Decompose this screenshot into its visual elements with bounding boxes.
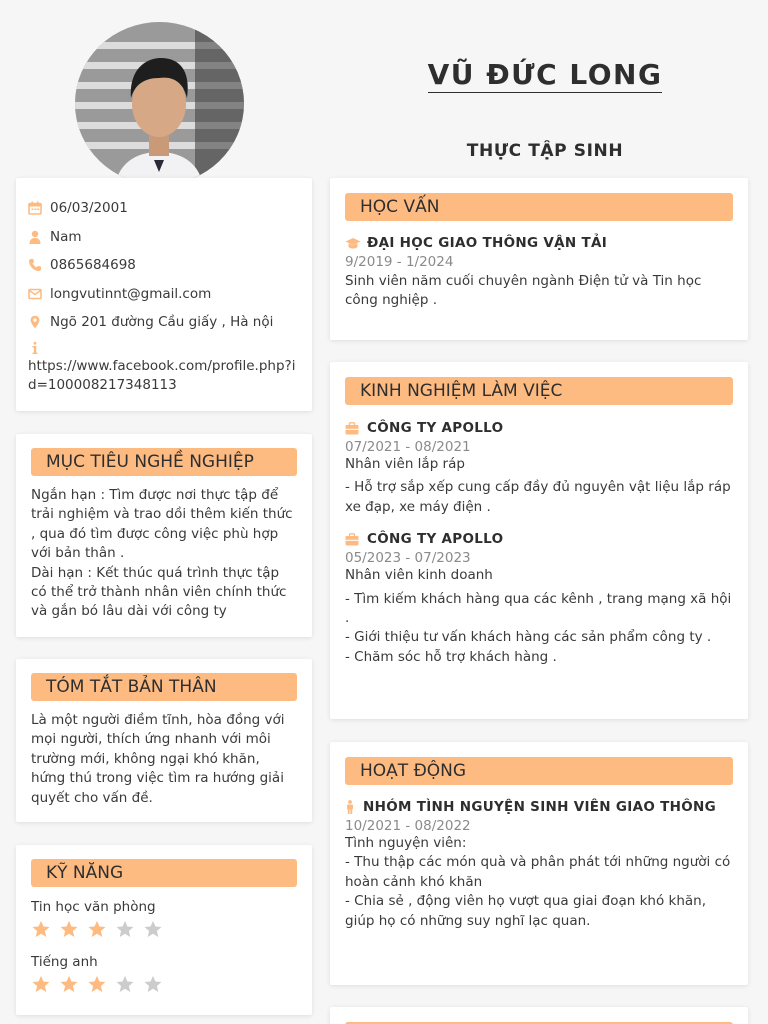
briefcase-icon: [345, 422, 361, 435]
email-icon: [28, 287, 44, 301]
company-name: CÔNG TY APOLLO: [367, 420, 504, 436]
career-goal-card: [16, 434, 312, 637]
job-entry: [345, 531, 733, 667]
job-position: Nhân viên kinh doanh: [345, 567, 493, 584]
star-filled-icon: [59, 920, 79, 942]
skill-name: Tin học văn phòng: [31, 899, 156, 915]
section-title-activities: HOẠT ĐỘNG: [345, 757, 733, 785]
info-icon: [28, 341, 44, 355]
briefcase-icon: [345, 533, 361, 546]
person-standing-icon: [345, 800, 357, 814]
graduation-cap-icon: [345, 236, 361, 250]
skill-rating: [31, 920, 297, 942]
goal-short-term: Ngắn hạn : Tìm được nơi thực tập để trải nghiệm và trao dồi thêm kiến thức , qua đó tìm được công việc phù hợp với bản thân .: [31, 487, 293, 562]
section-title-summary: TÓM TẮT BẢN THÂN: [31, 673, 297, 701]
job-title: THỰC TẬP SINH: [466, 141, 624, 161]
job-detail: - Tìm kiếm khách hàng qua các kênh , trang mạng xã hội .: [345, 590, 732, 627]
phone-row: [28, 251, 300, 280]
address-value: Ngõ 201 đường Cầu giấy , Hà nội: [50, 314, 274, 331]
star-empty-icon: [115, 920, 135, 942]
activity-detail: - Thu thập các món quà và phân phát tới những người có hoàn cảnh khó khăn: [345, 854, 731, 890]
activity-heading: [345, 799, 733, 815]
education-entry: [345, 235, 733, 311]
summary-text: Là một người điềm tĩnh, hòa đồng với mọi người, thích ứng nhanh với môi trường mới, không ngại khó khăn, hứng thú trong việc tìm ra hướng giải quyết cho vấn đề.: [31, 712, 285, 806]
activity-role: Tình nguyện viên:: [345, 835, 467, 851]
calendar-icon: [28, 201, 44, 215]
section-title-goal: MỤC TIÊU NGHỀ NGHIỆP: [31, 448, 297, 476]
gender-row: [28, 223, 300, 252]
section-title-education: HỌC VẤN: [345, 193, 733, 221]
section-title-experience: KINH NGHIỆM LÀM VIỆC: [345, 377, 733, 405]
job-details: [345, 590, 733, 668]
job-position: Nhân viên lắp ráp: [345, 456, 465, 472]
company-name: CÔNG TY APOLLO: [367, 531, 504, 548]
phone-icon: [28, 258, 44, 272]
person-icon: [28, 230, 44, 244]
website-link[interactable]: https://www.facebook.com/profile.php?id=100008217348113: [28, 357, 296, 393]
star-empty-icon: [115, 975, 135, 997]
phone-value: 0865684698: [50, 257, 136, 274]
section-title-skills: KỸ NĂNG: [31, 859, 297, 887]
company-heading: [345, 420, 733, 436]
candidate-name: VŨ ĐỨC LONG: [427, 58, 663, 91]
star-filled-icon: [87, 975, 107, 997]
birthdate-row: [28, 194, 300, 223]
activity-dates: 10/2021 - 08/2022: [345, 818, 471, 834]
company-heading: [345, 531, 733, 547]
job-dates: 05/2023 - 07/2023: [345, 550, 471, 567]
next-section-card: [330, 1007, 748, 1024]
education-description: Sinh viên năm cuối chuyên ngành Điện tử và Tin học công nghiệp .: [345, 273, 702, 309]
activities-card: [330, 742, 748, 985]
summary-card: [16, 659, 312, 822]
skill-name: Tiếng anh: [31, 954, 98, 970]
website-row: [28, 341, 300, 395]
job-detail: - Hỗ trợ sắp xếp cung cấp đầy đủ nguyên vật liệu lắp ráp xe đạp, xe máy điện .: [345, 479, 731, 515]
profile-photo: [75, 22, 244, 185]
birthdate-value: 06/03/2001: [50, 200, 128, 217]
contact-card: [16, 178, 312, 411]
experience-card: [330, 362, 748, 719]
star-filled-icon: [59, 975, 79, 997]
star-filled-icon: [31, 975, 51, 997]
education-dates: 9/2019 - 1/2024: [345, 254, 454, 270]
job-entry: [345, 420, 733, 517]
email-value[interactable]: longvutinnt@gmail.com: [50, 285, 212, 302]
organization-name: NHÓM TÌNH NGUYỆN SINH VIÊN GIAO THÔNG: [363, 799, 716, 815]
skills-card: [16, 845, 312, 1015]
goal-text: [31, 486, 297, 622]
school-name: ĐẠI HỌC GIAO THÔNG VẬN TẢI: [367, 235, 608, 251]
star-empty-icon: [143, 920, 163, 942]
star-filled-icon: [31, 920, 51, 942]
activity-detail: - Chia sẻ , động viên họ vượt qua giai đoạn khó khăn, giúp họ có những suy nghĩ lạc quan.: [345, 893, 706, 929]
skill-item: [31, 899, 297, 942]
job-dates: 07/2021 - 08/2021: [345, 439, 471, 455]
email-row: [28, 280, 300, 309]
school-heading: [345, 235, 733, 251]
location-pin-icon: [28, 315, 44, 329]
job-detail: - Chăm sóc hỗ trợ khách hàng .: [345, 648, 557, 665]
education-card: [330, 178, 748, 340]
skill-rating: [31, 975, 297, 997]
star-filled-icon: [87, 920, 107, 942]
avatar: [75, 22, 244, 185]
job-detail: - Giới thiệu tư vấn khách hàng các sản phẩm công ty .: [345, 629, 712, 646]
goal-long-term: Dài hạn : Kết thúc quá trình thực tập có thể trở thành nhân viên chính thức và gắn bó lâu dài với công ty: [31, 564, 287, 620]
star-empty-icon: [143, 975, 163, 997]
gender-value: Nam: [50, 228, 82, 245]
activity-entry: [345, 799, 733, 931]
skill-item: [31, 954, 297, 997]
address-row: [28, 308, 300, 337]
